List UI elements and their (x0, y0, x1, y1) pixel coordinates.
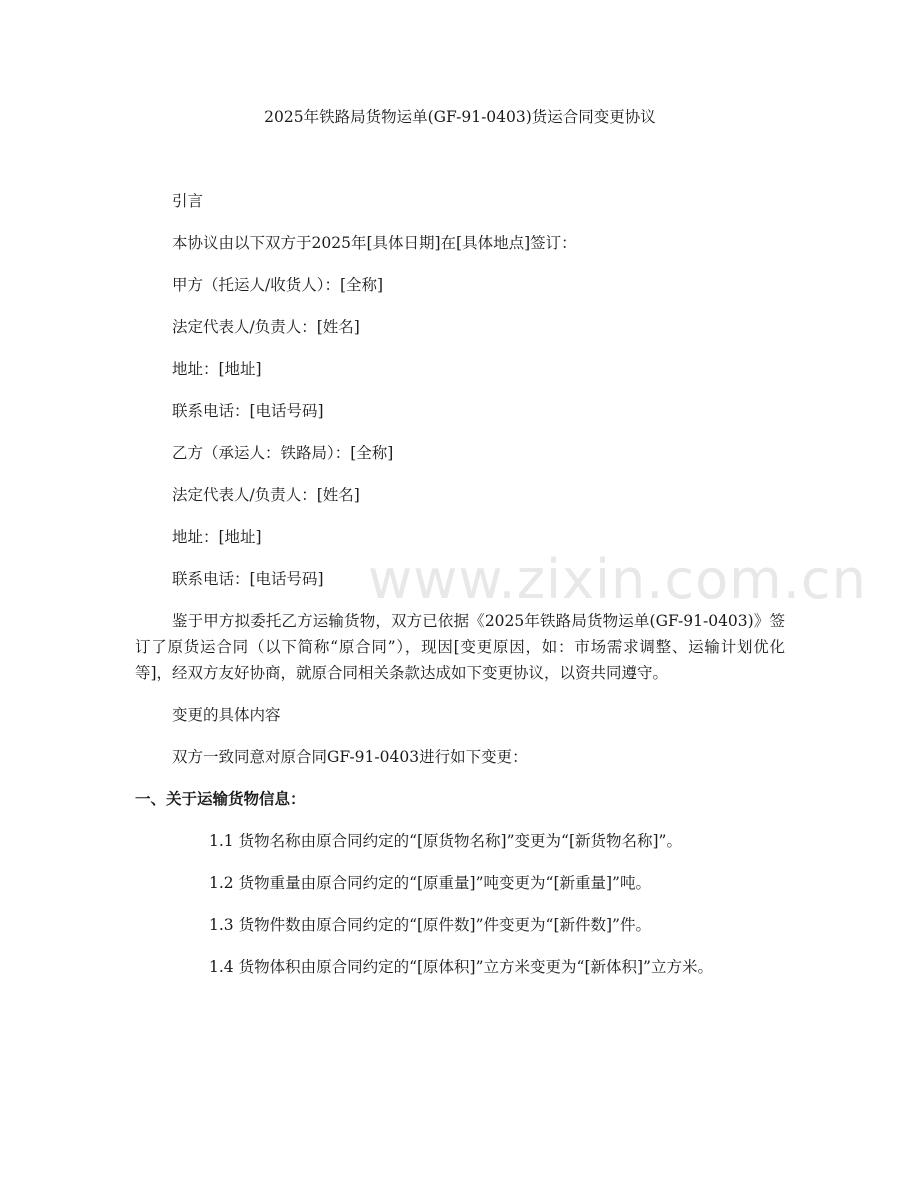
intro-heading: 引言 (172, 192, 204, 210)
party-a-name: 甲方（托运人/收货人）：[全称] (172, 276, 384, 294)
document-body (135, 188, 785, 996)
changes-intro: 双方一致同意对原合同GF-91-0403进行如下变更： (172, 748, 528, 766)
watermark: www.zixin.com.cn (368, 548, 867, 611)
clause-1-4: 1.4 货物体积由原合同约定的“[原体积]”立方米变更为“[新体积]”立方米。 (209, 958, 713, 976)
clause-1-2: 1.2 货物重量由原合同约定的“[原重量]”吨变更为“[新重量]”吨。 (209, 874, 651, 892)
party-b-representative: 法定代表人/负责人：[姓名] (172, 486, 360, 504)
party-b-name: 乙方（承运人：铁路局）：[全称] (172, 444, 394, 462)
party-a-phone: 联系电话：[电话号码] (172, 402, 324, 420)
party-b-phone: 联系电话：[电话号码] (172, 570, 324, 588)
section-heading-cargo-info: 一、关于运输货物信息： (135, 790, 306, 808)
changes-heading: 变更的具体内容 (172, 706, 281, 724)
party-b-address: 地址：[地址] (172, 528, 262, 546)
signing-statement: 本协议由以下双方于2025年[具体日期]在[具体地点]签订： (172, 234, 577, 252)
clause-1-3: 1.3 货物件数由原合同约定的“[原件数]”件变更为“[新件数]”件。 (209, 916, 651, 934)
party-a-representative: 法定代表人/负责人：[姓名] (172, 318, 360, 336)
recital-paragraph: 鉴于甲方拟委托乙方运输货物，双方已依据《2025年铁路局货物运单(GF-91-0403)》签订了原货运合同（以下简称“原合同”），现因[变更原因，如：市场需求调整、运输计划优化等]，经双方友好协商，就原合同相关条款达成如下变更协议，以资共同遵守。 (135, 612, 785, 682)
document-title: 2025年铁路局货物运单(GF-91-0403)货运合同变更协议 (264, 108, 656, 126)
party-a-address: 地址：[地址] (172, 360, 262, 378)
clause-1-1: 1.1 货物名称由原合同约定的“[原货物名称]”变更为“[新货物名称]”。 (209, 832, 682, 850)
